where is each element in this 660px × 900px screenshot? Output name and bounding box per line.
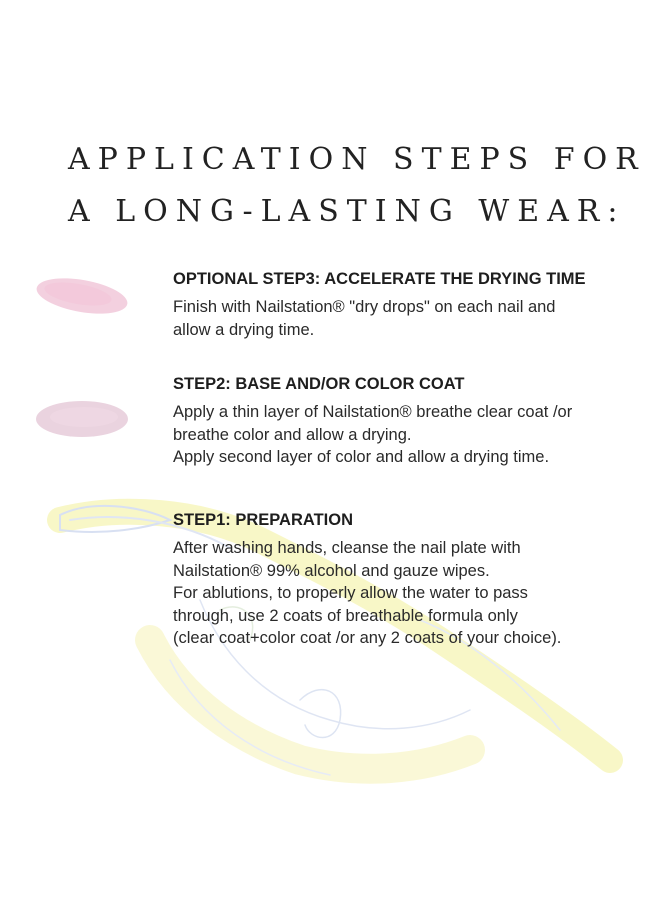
page-title <box>68 134 646 238</box>
step-text-line: (clear coat+color coat /or any 2 coats of your choice). <box>173 629 562 647</box>
step-heading: STEP1: PREPARATION <box>173 511 353 529</box>
mauve-polish-swatch <box>32 392 132 448</box>
step-description <box>173 296 643 341</box>
step-description <box>173 537 643 650</box>
step-text-line: Finish with Nailstation® "dry drops" on each nail and <box>173 298 556 316</box>
step-text-line: through, use 2 coats of breathable formula only <box>173 606 518 625</box>
step-text-line: allow a drying time. <box>173 320 315 339</box>
step-heading: STEP2: BASE AND/OR COLOR COAT <box>173 375 465 393</box>
title-line-2: A LONG-LASTING WEAR: <box>68 194 626 229</box>
step-step2-base-color-coat <box>173 373 643 469</box>
step-optional-step3 <box>173 268 643 341</box>
step-text-line: After washing hands, cleanse the nail plate with <box>173 539 521 557</box>
step-step1-preparation <box>173 509 643 650</box>
step-description <box>173 401 643 469</box>
step-text-line: breathe color and allow a drying. <box>173 425 412 444</box>
step-text-line: For ablutions, to properly allow the water to pass <box>173 584 528 602</box>
step-text-line: Apply second layer of color and allow a drying time. <box>173 448 550 466</box>
pink-polish-swatch <box>32 268 132 328</box>
step-heading: OPTIONAL STEP3: ACCELERATE THE DRYING TIME <box>173 270 586 288</box>
step-text-line: Apply a thin layer of Nailstation® breathe clear coat /or <box>173 403 573 421</box>
step-text-line: Nailstation® 99% alcohol and gauze wipes. <box>173 561 490 580</box>
title-line-1: APPLICATION STEPS FOR <box>68 142 646 177</box>
